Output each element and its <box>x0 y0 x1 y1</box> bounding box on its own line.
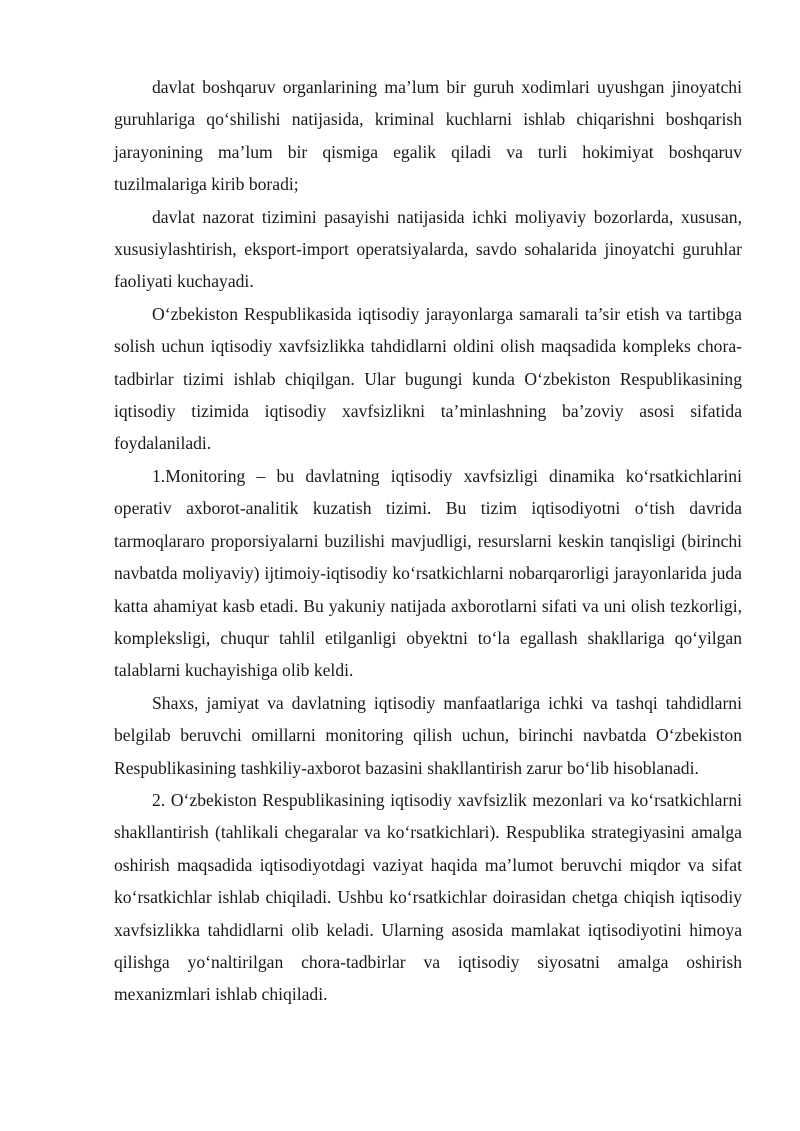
paragraph-officials-criminal-groups: davlat boshqaruv organlarining ma’lum bir guruh xodimlari uyushgan jinoyatchi guruhlariga qo‘shilishi natijasida, kriminal kuchlarni ishlab chiqarishni boshqarish jarayonining ma’lum bir qismiga egalik qiladi va turli hokimiyat boshqaruv tuzilmalariga kirib boradi; <box>114 77 742 195</box>
paragraph-state-control-decline: davlat nazorat tizimini pasayishi natijasida ichki moliyaviy bozorlarda, xususan, xususiylashtirish, eksport-import operatsiyalarda, savdo sohalarida jinoyatchi guruhlar faoliyati kuchayadi. <box>114 206 742 292</box>
paragraph-threat-factors: Shaxs, jamiyat va davlatning iqtisodiy manfaatlariga ichki va tashqi tahdidlarni belgilab beruvchi omillarni monitoring qilish uchun, birinchi navbatda O‘zbekiston Respublikasining tashkiliy-axborot bazasini shakllantirish zarur bo‘lib hisoblanadi. <box>114 692 742 778</box>
document-page <box>114 71 742 1011</box>
paragraph-monitoring: 1.Monitoring – bu davlatning iqtisodiy xavfsizligi dinamika ko‘rsatkichlarini operativ axborot-analitik kuzatish tizimi. Bu tizim iqtisodiyotni o‘tish davrida tarmoqlararo proporsiyalarni buzilishi mavjudligi, resurslarni keskin tanqisligi (birinchi navbatda moliyaviy) ijtimoiy-iqtisodiy ko‘rsatkichlarni nobarqarorligi jarayonlarida juda katta ahamiyat kasb etadi. Bu yakuniy natijada axborotlarni sifati va uni olish tezkorligi, kompleksligi, chuqur tahlil etilganligi obyektni to‘la egallash shakllariga qo‘yilgan talablarni kuchayishiga olib keldi. <box>114 465 742 681</box>
paragraph-security-criteria: 2. O‘zbekiston Respublikasining iqtisodiy xavfsizlik mezonlari va ko‘rsatkichlarni shakllantirish (tahlikali chegaralar va ko‘rsatkichlari). Respublika strategiyasini amalga oshirish maqsadida iqtisodiyotdagi vaziyat haqida ma’lumot beruvchi miqdor va sifat ko‘rsatkichlar ishlab chiqiladi. Ushbu ko‘rsatkichlar doirasidan chetga chiqish iqtisodiy xavfsizlikka tahdidlarni olib keladi. Ularning asosida mamlakat iqtisodiyotini himoya qilishga yo‘naltirilgan chora-tadbirlar va iqtisodiy siyosatni amalga oshirish mexanizmlari ishlab chiqiladi. <box>114 789 742 1005</box>
paragraph-uzbekistan-measures: O‘zbekiston Respublikasida iqtisodiy jarayonlarga samarali ta’sir etish va tartibga solish uchun iqtisodiy xavfsizlikka tahdidlarni oldini olish maqsadida kompleks chora-tadbirlar tizimi ishlab chiqilgan. Ular bugungi kunda O‘zbekiston Respublikasining iqtisodiy tizimida iqtisodiy xavfsizlikni ta’minlashning ba’zoviy asosi sifatida foydalaniladi. <box>114 303 742 454</box>
